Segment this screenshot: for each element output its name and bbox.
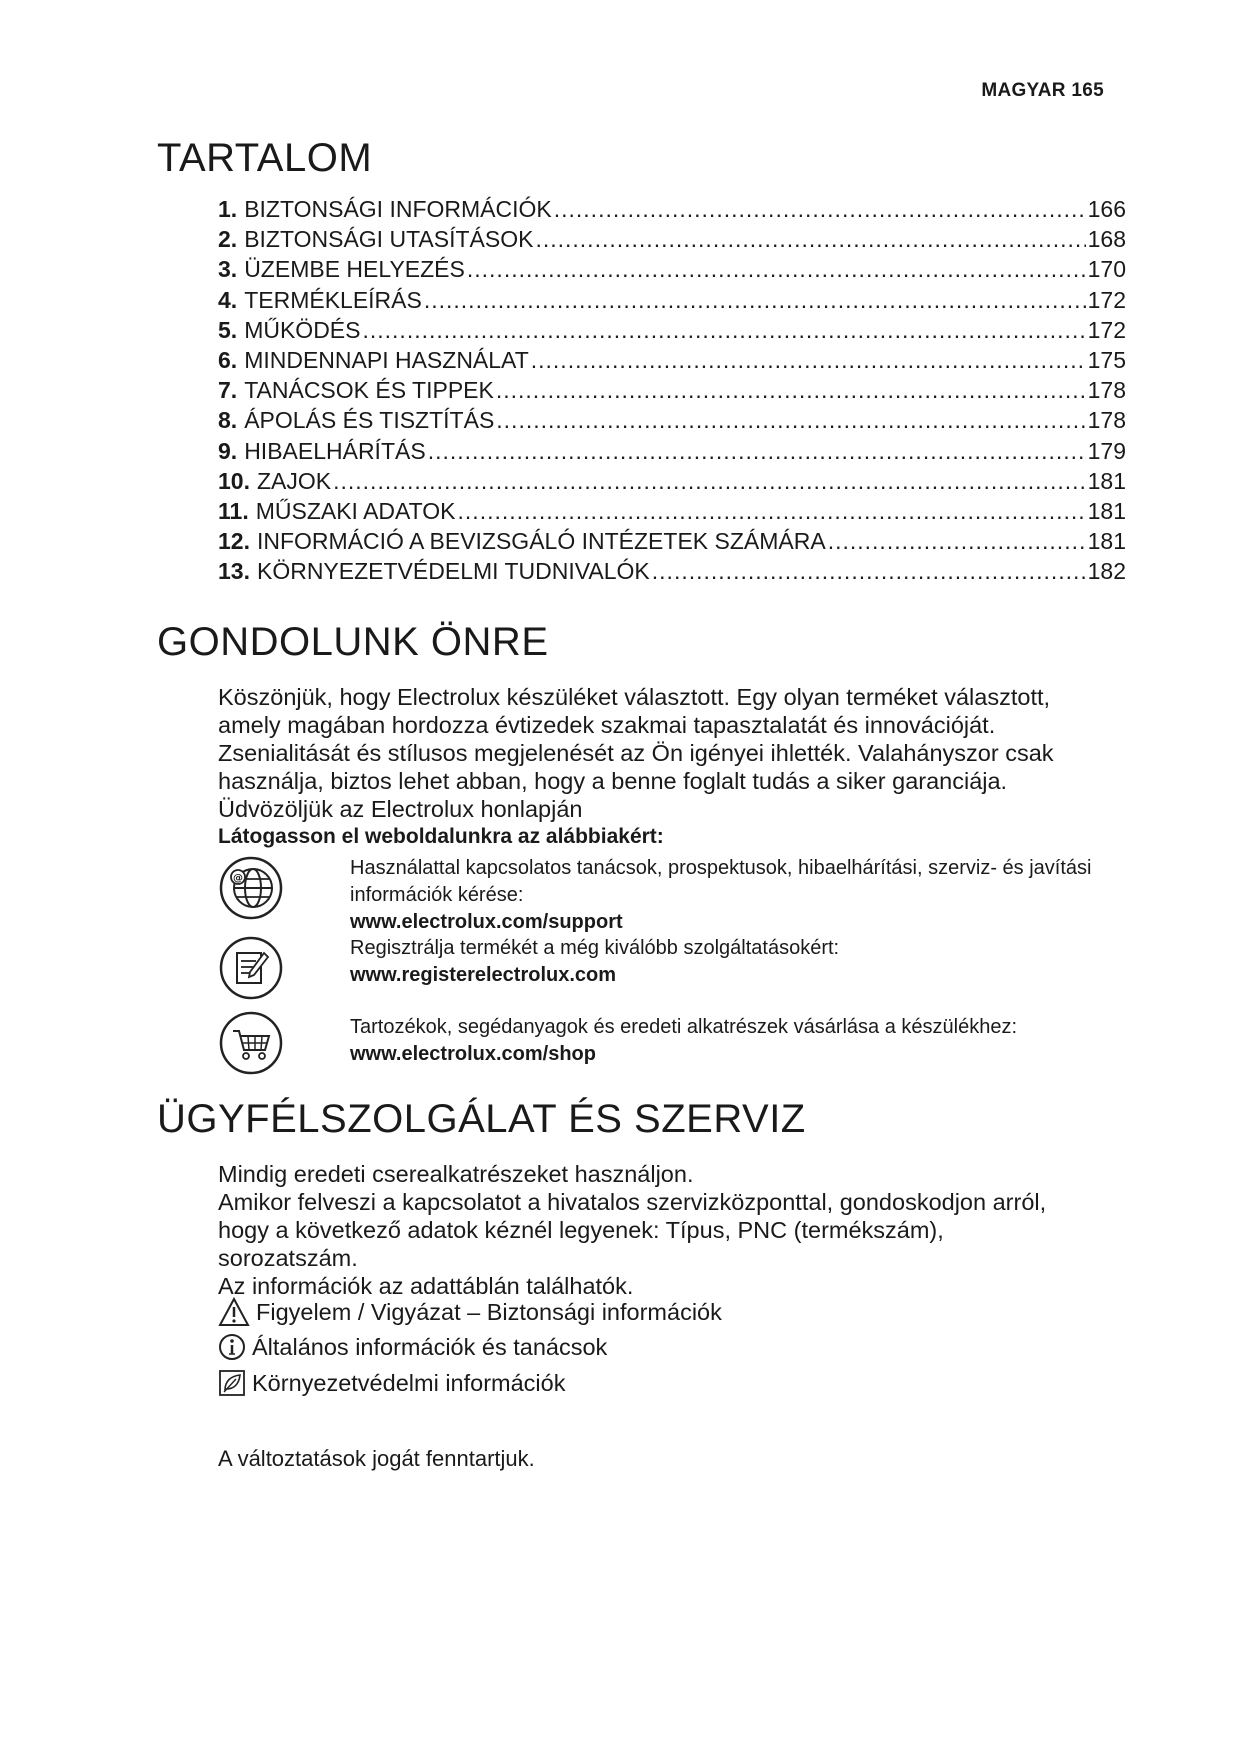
toc-item[interactable]: 2. BIZTONSÁGI UTASÍTÁSOK ..... 168 <box>218 226 1126 256</box>
legend-environment: Környezetvédelmi információk <box>218 1369 565 1397</box>
toc-item[interactable]: 7. TANÁCSOK ÉS TIPPEK ..... 178 <box>218 377 1126 407</box>
toc-item[interactable]: 11. MŰSZAKI ADATOK ..... 181 <box>218 498 1126 528</box>
register-text: Regisztrálja termékét a még kiválóbb szolgáltatásokért: <box>350 937 840 959</box>
toc-title: TARTALOM <box>157 136 373 180</box>
legend-warning: Figyelem / Vigyázat – Biztonsági információk <box>218 1297 722 1327</box>
register-form-icon <box>218 935 284 1001</box>
info-icon <box>218 1333 246 1361</box>
intro-text: Köszönjük, hogy Electrolux készüléket választott. Egy olyan terméket választott, amely magában hordozza évtizedek szakmai tapasztalatát és innovációját. Zsenialitását és stílusos megjelenését az Ön igényei ihlették. Valahányszor csak használja, biztos lehet abban, hogy a benne foglalt tudás a siker garanciája. Üdvözöljük az Electrolux honlapján Látogasson el weboldalunkra az alábbiakért: <box>218 683 1118 851</box>
service-text: Mindig eredeti cserealkatrészeket használjon. Amikor felveszi a kapcsolatot a hivatalos szervizközponttal, gondoskodjon arról, hogy a következő adatok kéznél legyenek: Típus, PNC (termékszám), sorozatszám. Az információk az adattáblán találhatók. <box>218 1161 1047 1299</box>
register-link[interactable]: www.registerelectrolux.com <box>350 964 617 986</box>
support-text: Használattal kapcsolatos tanácsok, prospektusok, hibaelhárítási, szerviz- és javítási információk kérése: <box>350 857 1092 906</box>
svg-text:@: @ <box>233 873 243 884</box>
toc-item[interactable]: 8. ÁPOLÁS ÉS TISZTÍTÁS ..... 178 <box>218 407 1126 437</box>
toc-item[interactable]: 12. INFORMÁCIÓ A BEVIZSGÁLÓ INTÉZETEK SZÁMÁRA ..... 181 <box>218 528 1126 558</box>
shopping-cart-icon <box>218 1010 284 1076</box>
toc-item[interactable]: 10. ZAJOK ..... 181 <box>218 468 1126 498</box>
service-title: ÜGYFÉLSZOLGÁLAT ÉS SZERVIZ <box>157 1097 806 1141</box>
footer-note: A változtatások jogát fenntartjuk. <box>218 1446 535 1471</box>
warning-icon <box>218 1297 250 1327</box>
table-of-contents <box>218 196 1126 588</box>
support-link[interactable]: www.electrolux.com/support <box>350 911 623 933</box>
care-title: GONDOLUNK ÖNRE <box>157 620 549 664</box>
page-header: MAGYAR 165 <box>981 80 1104 101</box>
toc-item[interactable]: 4. TERMÉKLEÍRÁS ..... 172 <box>218 287 1126 317</box>
leaf-icon <box>218 1369 246 1397</box>
globe-icon <box>218 855 284 921</box>
shop-link[interactable]: www.electrolux.com/shop <box>350 1043 596 1065</box>
toc-item[interactable]: 1. BIZTONSÁGI INFORMÁCIÓK ..... 166 <box>218 196 1126 226</box>
toc-item[interactable]: 5. MŰKÖDÉS ..... 172 <box>218 317 1126 347</box>
toc-item[interactable]: 9. HIBAELHÁRÍTÁS ..... 179 <box>218 438 1126 468</box>
shop-text: Tartozékok, segédanyagok és eredeti alkatrészek vásárlása a készülékhez: <box>350 1016 1018 1038</box>
toc-item[interactable]: 6. MINDENNAPI HASZNÁLAT ..... 175 <box>218 347 1126 377</box>
toc-item[interactable]: 3. ÜZEMBE HELYEZÉS ..... 170 <box>218 256 1126 286</box>
toc-item[interactable]: 13. KÖRNYEZETVÉDELMI TUDNIVALÓK ..... 182 <box>218 558 1126 588</box>
visit-label: Látogasson el weboldalunkra az alábbiakért: <box>218 825 664 848</box>
legend-info: Általános információk és tanácsok <box>218 1333 607 1361</box>
